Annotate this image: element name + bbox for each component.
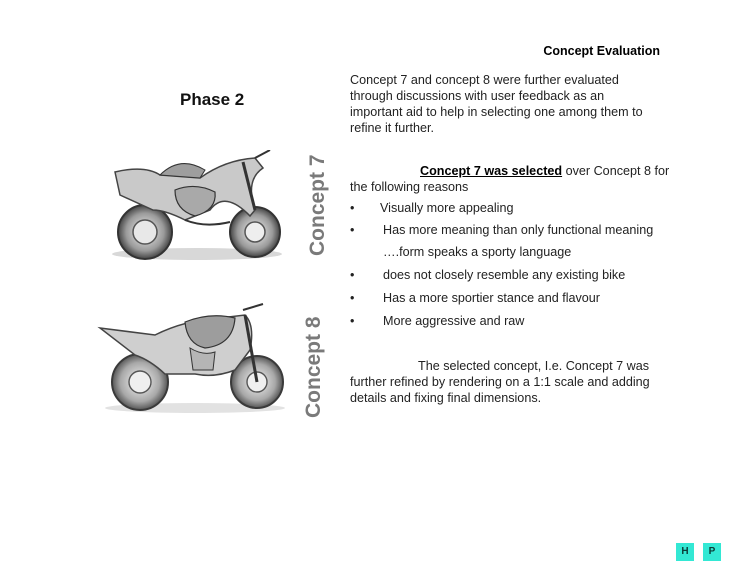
home-nav-button[interactable]: H — [676, 543, 694, 561]
header-title: Concept Evaluation — [543, 44, 660, 58]
list-item — [350, 201, 670, 217]
reason-text: Has more meaning than only functional meaning — [383, 223, 654, 237]
conclusion-text: The selected concept, I.e. Concept 7 was further refined by rendering on a 1:1 scale and adding details and fixing final dimensions. — [350, 359, 650, 405]
reason-text: Has a more sportier stance and flavour — [383, 291, 600, 305]
reason-text: does not closely resemble any existing bike — [383, 268, 626, 282]
concept-8-label: Concept 8 — [302, 316, 325, 418]
bullet-dot: • — [350, 223, 355, 237]
conclusion-paragraph — [350, 358, 670, 406]
concept-7-sketch — [105, 150, 290, 270]
list-item — [350, 268, 670, 284]
concept-7-label: Concept 7 — [306, 154, 329, 256]
reason-text: Visually more appealing — [380, 201, 514, 215]
list-item — [350, 291, 670, 307]
selection-paragraph — [350, 163, 670, 195]
intro-paragraph: Concept 7 and concept 8 were further evaluated through discussions with user feedback as an important aid to help in selecting one among them to refine it further. — [350, 73, 643, 135]
previous-nav-button[interactable]: P — [703, 543, 721, 561]
selection-rest: over Concept 8 for the following reasons — [350, 164, 670, 194]
reason-text: More aggressive and raw — [383, 314, 525, 328]
bullet-dot: • — [350, 268, 355, 282]
phase-title: Phase 2 — [180, 90, 245, 109]
bullet-dot: • — [350, 201, 355, 215]
selection-emphasis: Concept 7 was selected — [420, 164, 563, 178]
bullet-dot: • — [350, 291, 355, 305]
list-item — [350, 314, 670, 330]
bullet-dot: • — [350, 314, 355, 328]
reason-text: ….form speaks a sporty language — [383, 245, 572, 259]
list-item — [350, 223, 670, 239]
list-item — [350, 245, 670, 261]
concept-8-sketch — [95, 300, 290, 420]
